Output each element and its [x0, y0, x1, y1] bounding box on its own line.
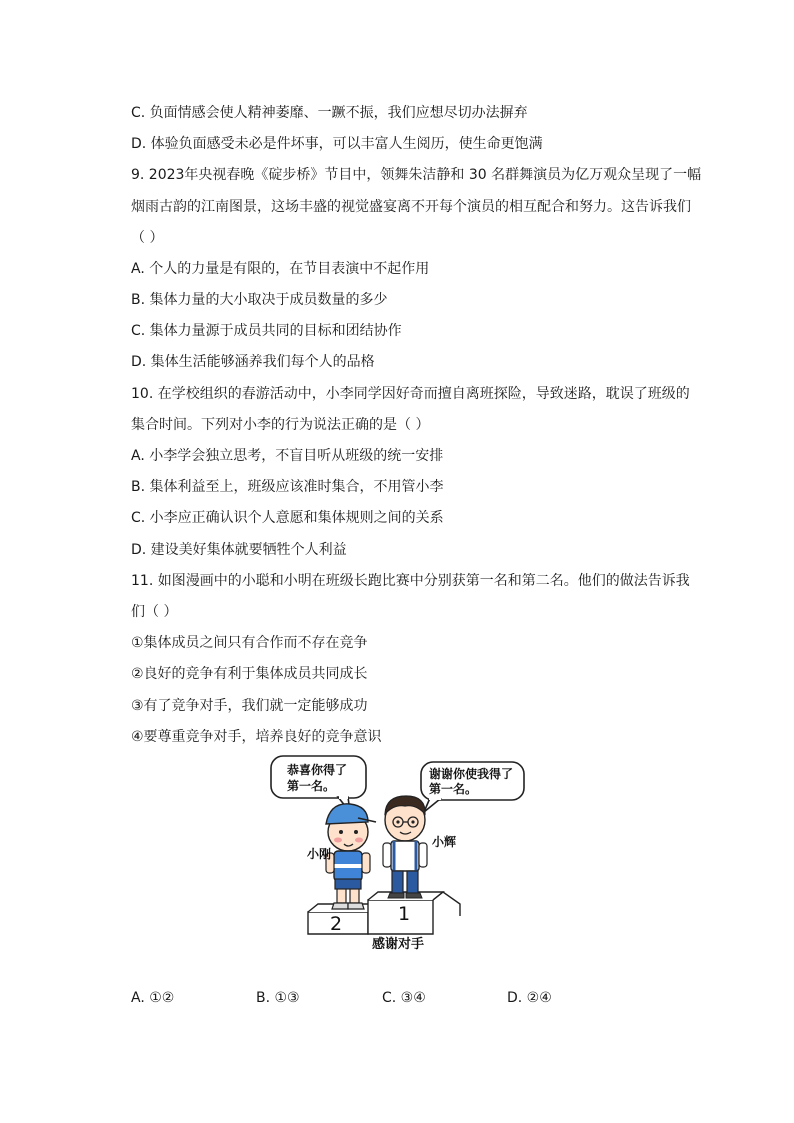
- q10-option-d: D. 建设美好集体就要牺牲个人利益: [131, 542, 347, 558]
- q9-option-a: A. 个人的力量是有限的，在节目表演中不起作用: [131, 261, 430, 277]
- q11-choice-b: B. ①③: [256, 990, 300, 1006]
- podium-second-number: 2: [329, 913, 343, 935]
- q11-choice-d: D. ②④: [507, 990, 552, 1006]
- character-xiaogang: [307, 804, 376, 909]
- q9-option-c: C. 集体力量源于成员共同的目标和团结协作: [131, 323, 402, 339]
- q11-statement-2: ②良好的竞争有利于集体成员共同成长: [131, 666, 368, 682]
- competition-comic-illustration: [268, 752, 528, 957]
- comic-caption: 感谢对手: [371, 937, 425, 952]
- name-label-xiaogang: 小刚: [307, 847, 332, 861]
- bubble-right-line2: 第一名。: [429, 782, 478, 796]
- q8-option-c: C. 负面情感会使人精神萎靡、一蹶不振，我们应想尽切办法摒弃: [131, 105, 528, 121]
- speech-bubble-right: [421, 762, 524, 812]
- comic-drawing: [268, 752, 528, 957]
- q11-statement-1: ①集体成员之间只有合作而不存在竞争: [131, 635, 368, 651]
- name-label-xiaohui: 小辉: [432, 835, 457, 849]
- q11-choice-a: A. ①②: [131, 990, 175, 1006]
- bubble-left-line1: 恭喜你得了: [287, 763, 348, 777]
- podium-first-number: 1: [397, 903, 411, 925]
- q10-option-b: B. 集体利益至上，班级应该准时集合，不用管小李: [131, 479, 444, 495]
- q10-option-a: A. 小李学会独立思考，不盲目听从班级的统一安排: [131, 448, 444, 464]
- q11-statement-4: ④要尊重竞争对手，培养良好的竞争意识: [131, 729, 382, 745]
- q9-stem-line: 9. 2023年央视春晚《碇步桥》节目中，领舞朱洁静和 30 名群舞演员为亿万观众呈现了一幅: [131, 167, 702, 183]
- q11-stem-line: 11. 如图漫画中的小聪和小明在班级长跑比赛中分别获第一名和第二名。他们的做法告诉我: [131, 573, 690, 589]
- q11-stem-line: 们（ ）: [131, 604, 178, 620]
- q9-option-d: D. 集体生活能够涵养我们每个人的品格: [131, 354, 375, 370]
- q11-statement-3: ③有了竞争对手，我们就一定能够成功: [131, 698, 368, 714]
- q9-answer-blank: （ ）: [131, 230, 164, 246]
- q10-option-c: C. 小李应正确认识个人意愿和集体规则之间的关系: [131, 510, 444, 526]
- q10-stem-line: 10. 在学校组织的春游活动中，小李同学因好奇而擅自离班探险，导致迷路，耽误了班级的: [131, 386, 690, 402]
- podium: [308, 892, 460, 935]
- q9-option-b: B. 集体力量的大小取决于成员数量的多少: [131, 292, 388, 308]
- bubble-left-line2: 第一名。: [287, 779, 336, 793]
- bubble-right-line1: 谢谢你使我得了: [429, 767, 514, 781]
- q9-stem-line: 烟雨古韵的江南图景，这场丰盛的视觉盛宴离不开每个演员的相互配合和努力。这告诉我们: [131, 199, 691, 215]
- q11-choice-c: C. ③④: [382, 990, 426, 1006]
- q8-option-d: D. 体验负面感受未必是件坏事，可以丰富人生阅历，使生命更饱满: [131, 136, 543, 152]
- q10-stem-line: 集合时间。下列对小李的行为说法正确的是（ ）: [131, 417, 430, 433]
- character-xiaohui: [383, 796, 457, 898]
